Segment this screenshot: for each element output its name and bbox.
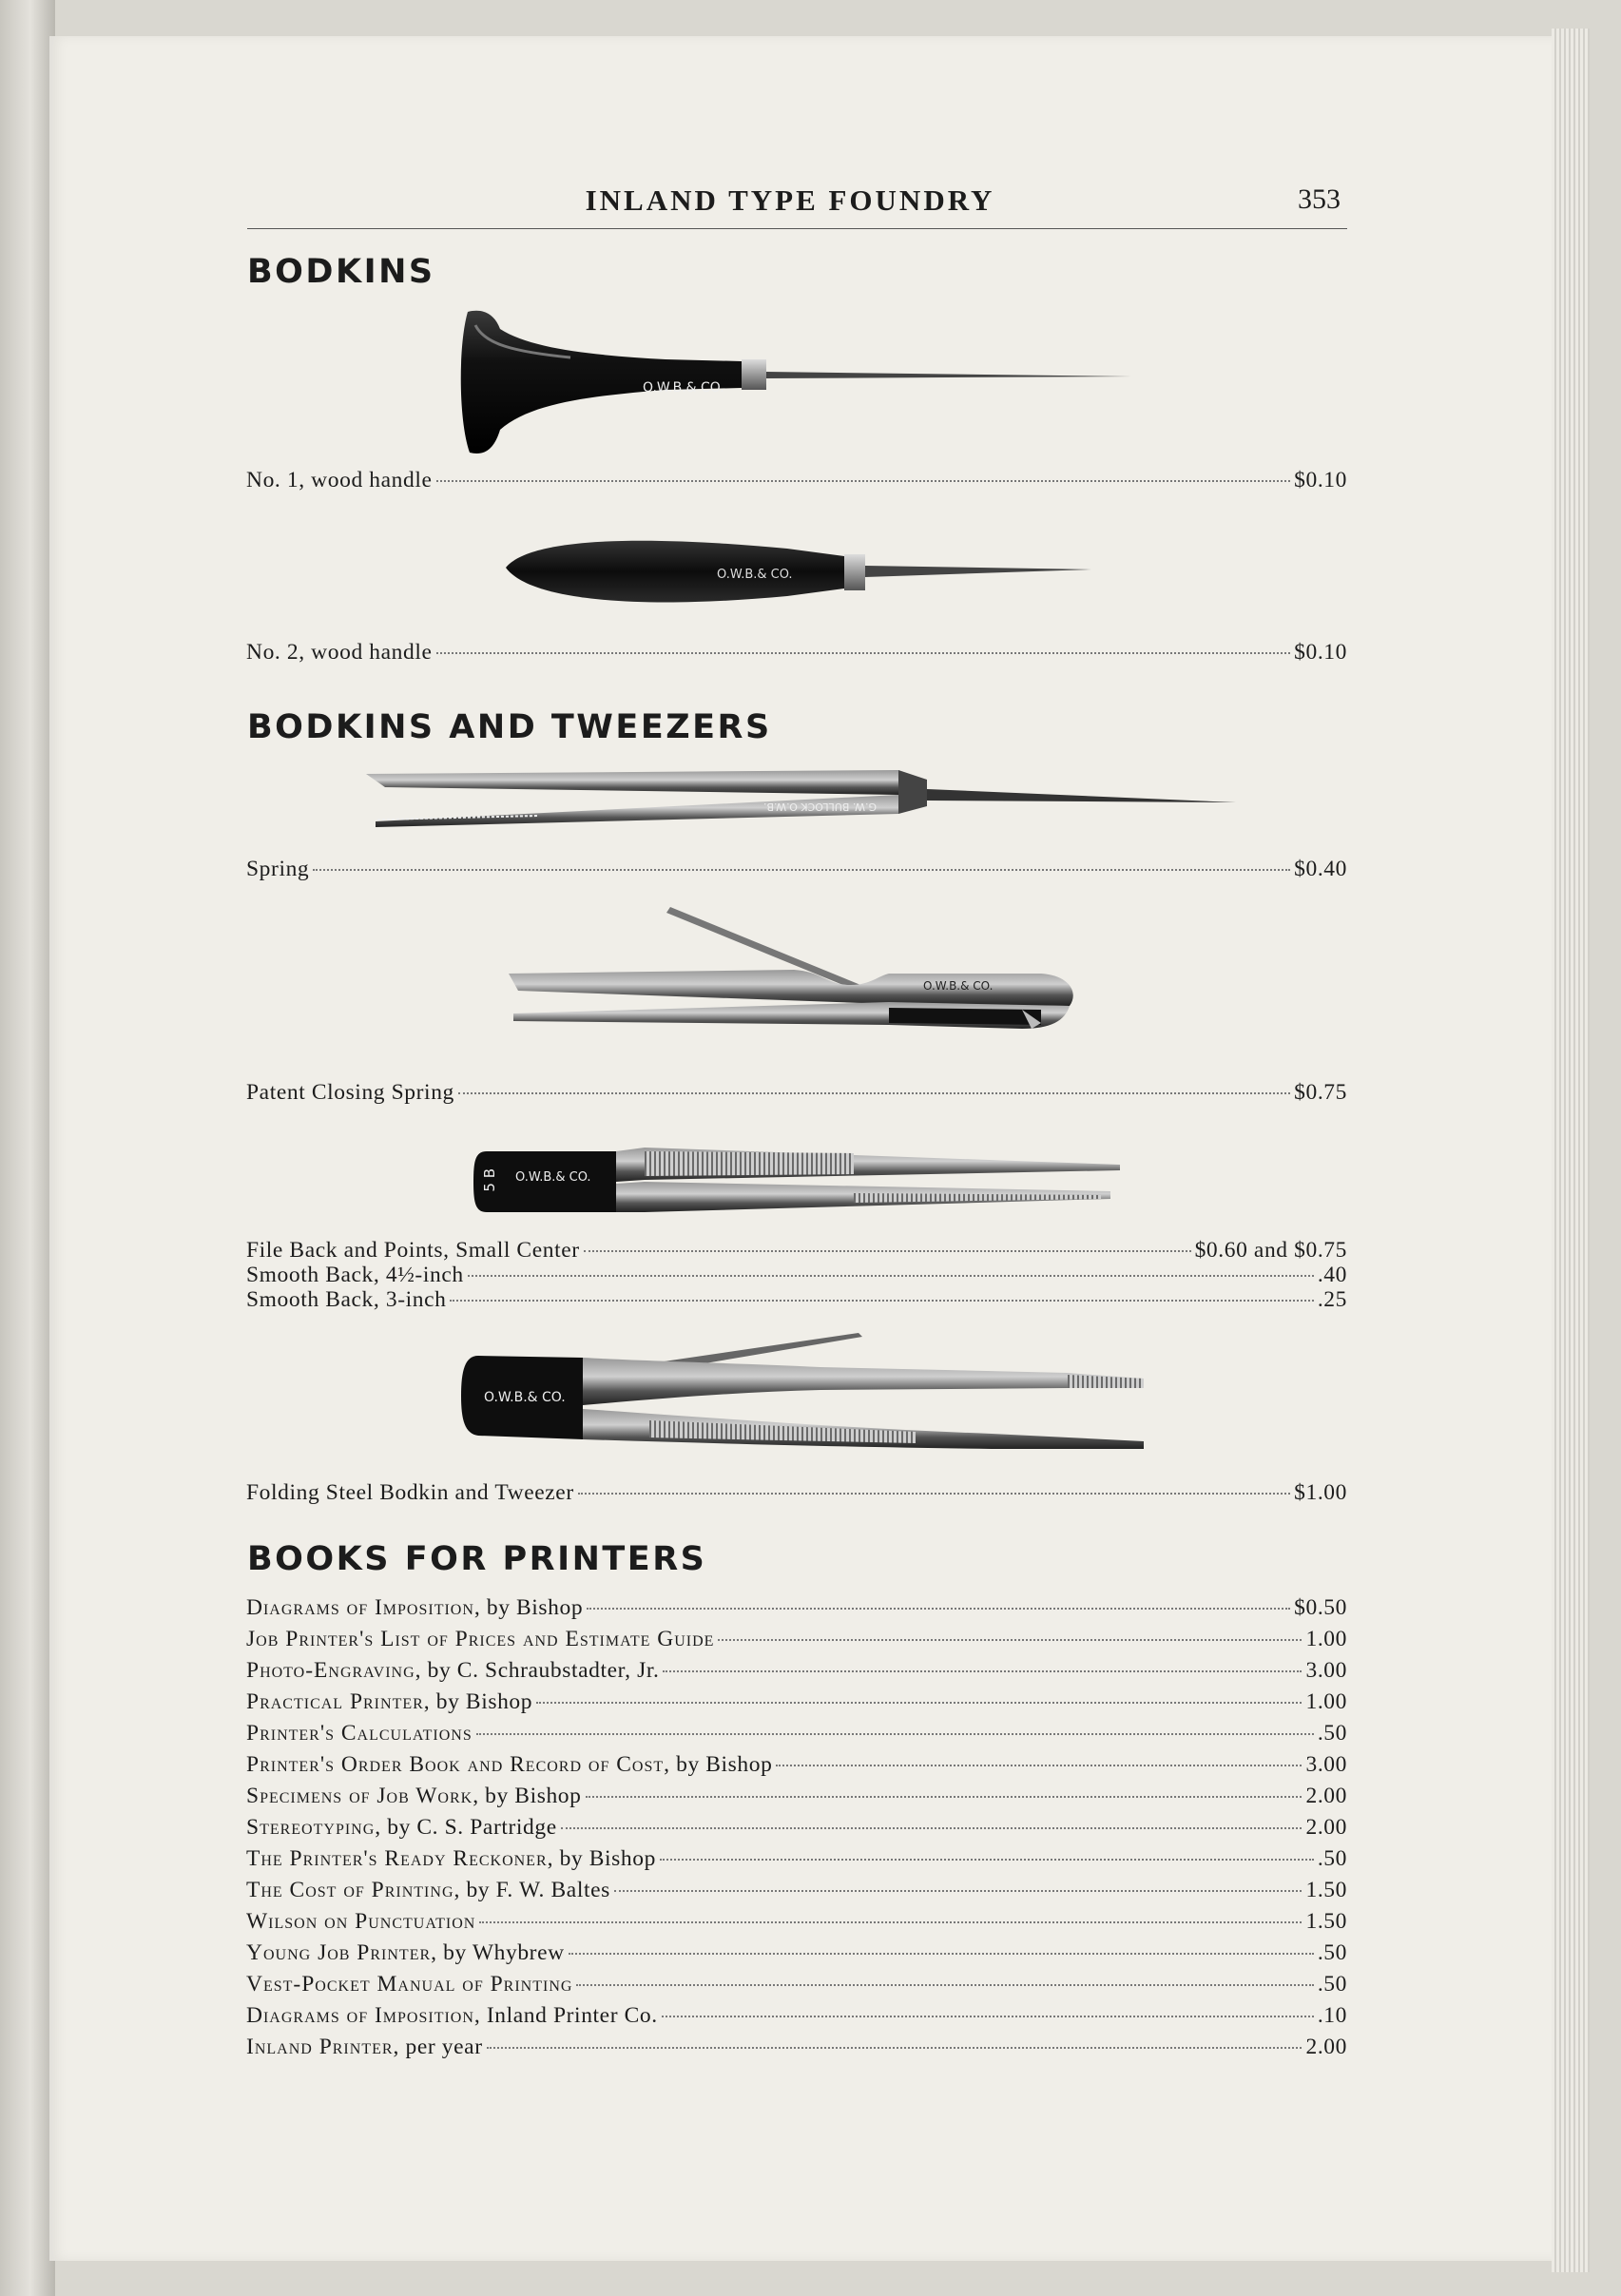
section-title-bodkins-and-tweezers: BODKINS AND TWEEZERS — [247, 708, 772, 746]
item-price: $0.10 — [1294, 640, 1347, 665]
item-label: Spring — [246, 857, 310, 881]
item-price: 3.00 — [1305, 1752, 1347, 1777]
book-author: , by Bishop — [547, 1846, 656, 1871]
list-item — [246, 1080, 1347, 1109]
dot-leader — [660, 1859, 1314, 1861]
dot-leader — [569, 1953, 1314, 1955]
dot-leader — [436, 480, 1291, 482]
patent-closing-spring-illustration — [509, 903, 1089, 1065]
item-price: .50 — [1317, 1940, 1347, 1965]
folding-bodkin-tweezer-illustration — [459, 1329, 1144, 1462]
list-item — [246, 1940, 1347, 1969]
item-price: .50 — [1317, 1972, 1347, 1997]
item-price: 1.00 — [1305, 1689, 1347, 1714]
spring-tweezer-marking: G.W. BULLOCK O.W.B. — [763, 801, 878, 813]
book-author: , by F. W. Baltes — [453, 1878, 610, 1902]
item-price: $0.10 — [1294, 468, 1347, 492]
header-rule — [247, 228, 1347, 229]
book-title: The Printer's Ready Reckoner — [246, 1846, 548, 1871]
list-item — [246, 1595, 1347, 1624]
book-title: Practical Printer — [246, 1689, 424, 1714]
dot-leader — [718, 1639, 1302, 1641]
item-price: $0.40 — [1294, 857, 1347, 881]
dot-leader — [479, 1921, 1302, 1923]
bodkin-no1-marking: O.W.B.& CO. — [643, 380, 724, 396]
list-item — [246, 1721, 1347, 1749]
book-author: , by Bishop — [423, 1689, 533, 1714]
item-label: No. 2, wood handle — [246, 640, 433, 665]
book-title: The Cost of Printing — [246, 1878, 454, 1902]
item-price: .10 — [1317, 2003, 1347, 2028]
item-label: Folding Steel Bodkin and Tweezer — [246, 1480, 574, 1505]
list-item — [246, 468, 1347, 496]
item-price: $0.75 — [1294, 1080, 1347, 1105]
item-price: 2.00 — [1305, 1784, 1347, 1808]
spring-tweezer-illustration — [366, 766, 1241, 842]
item-price: 2.00 — [1305, 1815, 1347, 1840]
book-title: Job Printer's List of Prices and Estimate Guide — [246, 1627, 715, 1651]
item-label: Patent Closing Spring — [246, 1080, 454, 1105]
item-price: 2.00 — [1305, 2035, 1347, 2059]
dot-leader — [663, 1670, 1302, 1672]
dot-leader — [584, 1250, 1191, 1252]
dot-leader — [450, 1300, 1313, 1302]
list-item — [246, 1784, 1347, 1812]
item-label: No. 1, wood handle — [246, 468, 433, 492]
list-item — [246, 1752, 1347, 1781]
file-back-badge: 5 B — [481, 1168, 498, 1192]
dot-leader — [536, 1702, 1302, 1704]
book-title: Stereotyping — [246, 1815, 376, 1840]
book-author: , by Bishop — [473, 1595, 584, 1620]
book-gutter — [0, 0, 55, 2296]
item-price: $0.60 and $0.75 — [1194, 1238, 1347, 1263]
item-price: $1.00 — [1294, 1480, 1347, 1505]
item-price: 3.00 — [1305, 1658, 1347, 1683]
book-title: Wilson on Punctuation — [246, 1909, 476, 1934]
file-back-tweezer-illustration — [473, 1146, 1129, 1222]
book-title: Diagrams of Imposition — [246, 1595, 474, 1620]
book-author: , Inland Printer Co. — [473, 2003, 658, 2028]
dot-leader — [561, 1827, 1303, 1829]
list-item — [246, 1878, 1347, 1906]
dot-leader — [776, 1765, 1302, 1766]
item-price: 1.00 — [1305, 1627, 1347, 1651]
patent-spring-marking: O.W.B.& CO. — [923, 979, 994, 993]
dot-leader — [614, 1890, 1303, 1892]
dot-leader — [662, 2016, 1314, 2017]
folding-tool-marking: O.W.B.& CO. — [484, 1390, 566, 1405]
item-price: .50 — [1317, 1721, 1347, 1746]
list-item — [246, 1972, 1347, 2000]
book-author: , per year — [393, 2035, 483, 2059]
list-item — [246, 640, 1347, 668]
item-price: .50 — [1317, 1846, 1347, 1871]
item-label: Smooth Back, 3-inch — [246, 1287, 447, 1312]
book-title: Young Job Printer — [246, 1940, 432, 1965]
book-author: , by Whybrew — [431, 1940, 565, 1965]
dot-leader — [458, 1092, 1290, 1094]
book-title: Vest-Pocket Manual of Printing — [246, 1972, 573, 1997]
list-item — [246, 1287, 1347, 1316]
running-head: INLAND TYPE FOUNDRY — [585, 183, 995, 217]
file-back-marking: O.W.B.& CO. — [515, 1170, 591, 1185]
list-item — [246, 1627, 1347, 1655]
list-item — [246, 857, 1347, 885]
book-title: Photo-Engraving — [246, 1658, 415, 1683]
book-author: , by C. Schraubstadter, Jr. — [415, 1658, 660, 1683]
dot-leader — [476, 1733, 1314, 1735]
page-number: 353 — [1298, 183, 1341, 215]
dot-leader — [587, 1608, 1290, 1610]
list-item — [246, 1689, 1347, 1718]
book-title: Diagrams of Imposition — [246, 2003, 474, 2028]
book-title: Specimens of Job Work — [246, 1784, 473, 1808]
dot-leader — [586, 1796, 1303, 1798]
list-item — [246, 1909, 1347, 1938]
bodkin-no1-illustration — [456, 306, 1141, 458]
bodkin-no2-illustration — [502, 528, 1091, 623]
list-item — [246, 1480, 1347, 1509]
dot-leader — [436, 652, 1291, 654]
page-edges — [1552, 29, 1590, 2272]
list-item — [246, 2003, 1347, 2032]
dot-leader — [313, 869, 1290, 871]
section-title-bodkins: BODKINS — [247, 253, 435, 291]
item-price: 1.50 — [1305, 1878, 1347, 1902]
book-author: , by Bishop — [473, 1784, 582, 1808]
dot-leader — [468, 1275, 1314, 1277]
book-author: , by C. S. Partridge — [375, 1815, 557, 1840]
list-item — [246, 2035, 1347, 2063]
book-title: Printer's Order Book and Record of Cost — [246, 1752, 665, 1777]
book-title: Inland Printer — [246, 2035, 394, 2059]
list-item — [246, 1846, 1347, 1875]
item-label: File Back and Points, Small Center — [246, 1238, 580, 1263]
item-price: .40 — [1317, 1263, 1347, 1287]
dot-leader — [578, 1493, 1290, 1495]
item-price: $0.50 — [1294, 1595, 1347, 1620]
list-item — [246, 1658, 1347, 1687]
list-item — [246, 1815, 1347, 1843]
bodkin-no2-marking: O.W.B.& CO. — [717, 568, 793, 582]
item-price: .25 — [1317, 1287, 1347, 1312]
section-title-books-for-printers: BOOKS FOR PRINTERS — [247, 1540, 707, 1578]
item-price: 1.50 — [1305, 1909, 1347, 1934]
book-title: Printer's Calculations — [246, 1721, 473, 1746]
book-author: , by Bishop — [664, 1752, 773, 1777]
item-label: Smooth Back, 4½-inch — [246, 1263, 464, 1287]
dot-leader — [487, 2047, 1303, 2049]
dot-leader — [576, 1984, 1313, 1986]
